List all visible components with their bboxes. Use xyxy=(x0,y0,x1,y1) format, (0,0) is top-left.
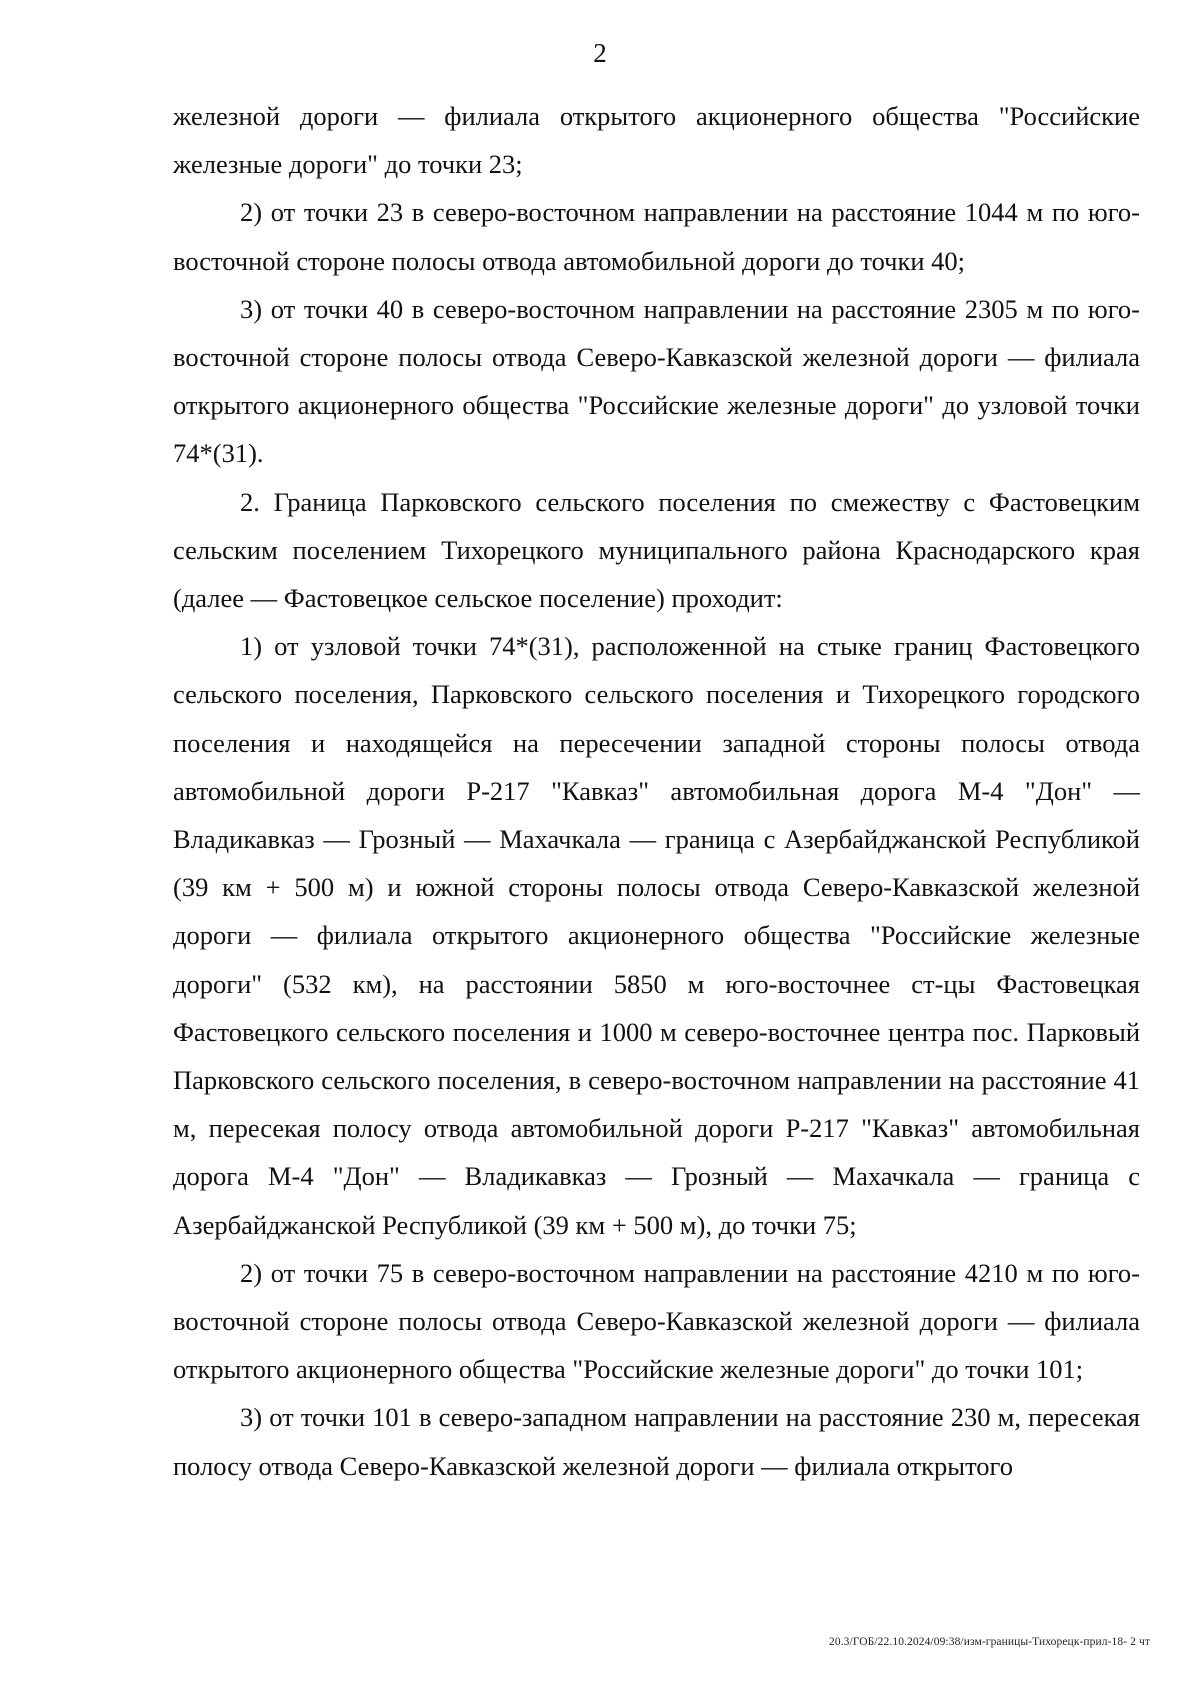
document-body xyxy=(173,92,1140,1490)
paragraph-section-2-item-1: 1) от узловой точки 74*(31), расположенной на стыке границ Фастовецкого сельского поселения, Парковского сельского поселения и Тихорецкого городского поселения и находящейся на пересечении западной стороны полосы отвода автомобильной дороги Р-217 "Кавказ" автомобильная дорога М-4 "Дон" — Владикавказ — Грозный — Махачкала — граница с Азербайджанской Республикой (39 км + 500 м) и южной стороны полосы отвода Северо-Кавказской железной дороги — филиала открытого акционерного общества "Российские железные дороги" (532 км), на расстоянии 5850 м юго-восточнее ст-цы Фастовецкая Фастовецкого сельского поселения и 1000 м северо-восточнее центра пос. Парковый Парковского сельского поселения, в северо-восточном направлении на расстояние 41 м, пересекая полосу отвода автомобильной дороги Р-217 "Кавказ" автомобильная дорога М-4 "Дон" — Владикавказ — Грозный — Махачкала — граница с Азербайджанской Республикой (39 км + 500 м), до точки 75; xyxy=(173,631,1140,1240)
paragraph-section-2-item-2: 2) от точки 75 в северо-восточном направлении на расстояние 4210 м по юго-восточной стороне полосы отвода Северо-Кавказской железной дороги — филиала открытого акционерного общества "Российские железные дороги" до точки 101; xyxy=(173,1257,1140,1385)
paragraph-item-2: 2) от точки 23 в северо-восточном направлении на расстояние 1044 м по юго-восточной стороне полосы отвода автомобильной дороги до точки 40; xyxy=(173,197,1140,276)
paragraph-section-2-item-3: 3) от точки 101 в северо-западном направлении на расстояние 230 м, пересекая полосу отвода Северо-Кавказской железной дороги — филиала открытого xyxy=(173,1402,1140,1481)
footer-document-code: 20.3/ГОБ/22.10.2024/09:38/изм-границы-Тихорецк-прил-18- 2 чт xyxy=(829,1636,1150,1648)
page-number: 2 xyxy=(593,38,607,68)
paragraph-continuation: железной дороги — филиала открытого акционерного общества "Российские железные дороги" до точки 23; xyxy=(173,101,1140,180)
paragraph-item-3: 3) от точки 40 в северо-восточном направлении на расстояние 2305 м по юго-восточной стороне полосы отвода Северо-Кавказской железной дороги — филиала открытого акционерного общества "Российские железные дороги" до узловой точки 74*(31). xyxy=(173,293,1140,469)
paragraph-section-2: 2. Граница Парковского сельского поселения по смежеству с Фастовецким сельским поселением Тихорецкого муниципального района Краснодарского края (далее — Фастовецкое сельское поселение) проходит: xyxy=(173,486,1140,614)
